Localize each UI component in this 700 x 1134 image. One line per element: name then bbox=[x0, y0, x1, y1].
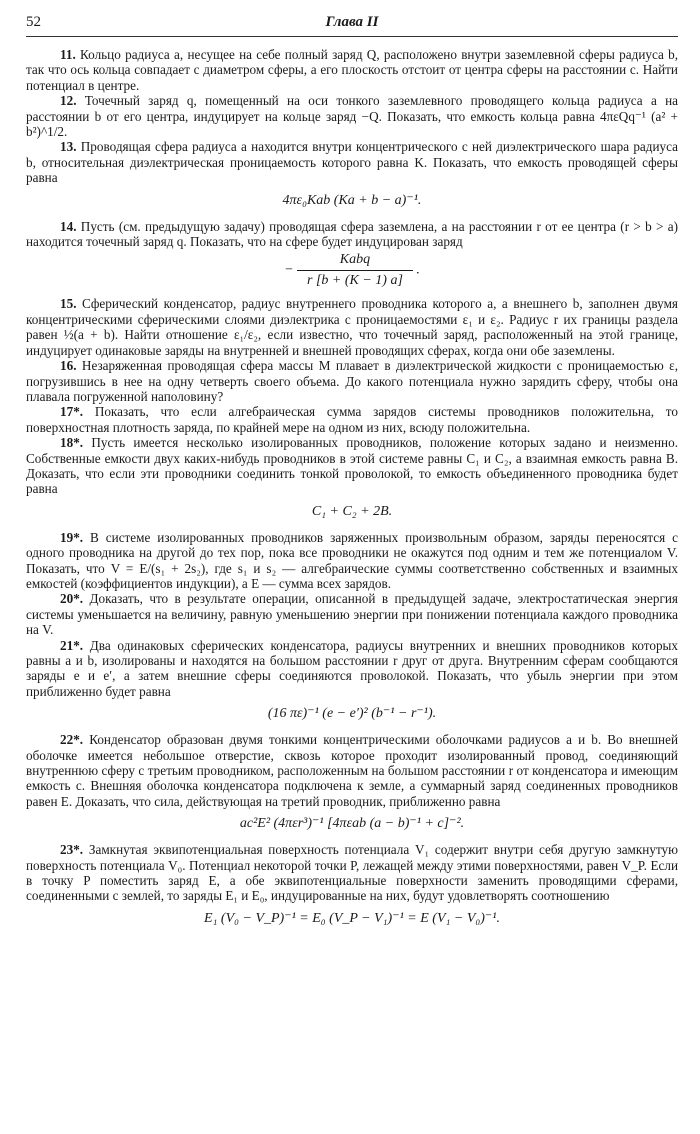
problem-19 bbox=[26, 530, 678, 592]
problem-text: Сферический конденсатор, радиус внутреннего проводника которого a, а внешнего b, заполнен двумя концентрическими сферическими слоями диэлектрика с проницаемостями ε₁ и ε₂. Радиус r их границы раздела равен ½(a + b). Найти отношение ε₁/ε₂, если известно, что точечный заряд, расположенный на этой границе, индуцирует одинаковые заряды на внутренней и внешней проводящих сферах, когда они обе заземлены. bbox=[26, 296, 678, 358]
problem-text: Проводящая сфера радиуса a находится внутри концентрического с ней диэлектрического шара радиуса b, относительная диэлектрическая проницаемость которого равна K. Показать, что емкость проводящей сферы равна bbox=[26, 139, 679, 186]
formula-tail: . bbox=[416, 263, 420, 279]
problem-number: 14. bbox=[60, 218, 77, 234]
problem-number: 21*. bbox=[60, 637, 84, 653]
chapter-title: Глава II bbox=[325, 14, 379, 30]
formula-22: ac²E² (4πεr³)⁻¹ [4πεab (a − b)⁻¹ + c]⁻². bbox=[239, 816, 465, 832]
problem-text: Кольцо радиуса a, несущее на себе полный заряд Q, расположено внутри заземлевной сферы радиуса b, так что ось кольца совпадает с диаметром сферы, а его плоскость отстоит от центра сферы на расстоянии c. Найти потенциал в центре. bbox=[26, 47, 678, 93]
problem-text: Доказать, что в результате операции, описанной в предыдущей задаче, электростатическая энергия системы уменьшается на величину, равную уменьшению энергии при понижении потенциала каждого проводника на V. bbox=[26, 591, 678, 638]
formula-13: 4πε₀Kab (Ka + b − a)⁻¹. bbox=[282, 192, 422, 208]
problem-number: 18*. bbox=[60, 435, 84, 451]
problem-number: 19*. bbox=[60, 529, 84, 545]
problem-21 bbox=[26, 638, 678, 700]
problem-13 bbox=[26, 139, 678, 185]
problem-number: 22*. bbox=[60, 732, 84, 748]
book-page bbox=[26, 14, 678, 937]
problem-number: 13. bbox=[60, 139, 77, 155]
problem-text: В системе изолированных проводников заряженных произвольным образом, заряды переносятся с одного проводника на другой до тех пор, пока все проводники не окажутся под одним и тем же потенциалом V. Показать, что V = E/(s₁ + 2s₂), где s₁ и s₂ — алгебраические суммы соответственно собственных и взаимных емкостей (коэффициентов индукции), а E — сумма всех зарядов. bbox=[26, 529, 678, 591]
problem-18 bbox=[26, 435, 678, 497]
problem-23 bbox=[26, 842, 678, 904]
denominator: r [b + (K − 1) a] bbox=[307, 273, 403, 289]
problem-text: Пусть (см. предыдущую задачу) проводящая сфера заземлена, а на расстоянии r от ее центра (r > b > a) находится точечный заряд q. Показать, что на сфере будет индуцирован заряд bbox=[26, 218, 679, 250]
problem-16 bbox=[26, 358, 678, 404]
formula-18: C₁ + C₂ + 2B. bbox=[311, 503, 393, 519]
problem-number: 17*. bbox=[60, 404, 84, 420]
problem-14 bbox=[26, 219, 678, 250]
formula-23: E₁ (V₀ − V_P)⁻¹ = E₀ (V_P − V₁)⁻¹ = E (V₁ − V₀)⁻¹. bbox=[204, 910, 500, 926]
problem-17 bbox=[26, 404, 678, 435]
problem-text: Пусть имеется несколько изолированных проводников, положение которых задано и неизменно. Собственные емкости двух каких-нибудь проводников в этой системе равны C₁ и C₂, а взаимная емкость равна B. Доказать, что если эти проводники соединить тонкой проволокой, то емкость объединенного проводника будет равна bbox=[26, 435, 679, 497]
problem-text: Незаряженная проводящая сфера массы M плавает в диэлектрической жидкости с проницаемостью ε, погрузившись в нее на одну четверть своего объема. До какого потенциала нужно зарядить сферу, чтобы она плавала погруженной наполовину? bbox=[26, 358, 678, 404]
problem-number: 12. bbox=[60, 93, 77, 109]
numerator: Kabq bbox=[297, 251, 413, 271]
problem-text: Два одинаковых сферических конденсатора, радиусы внутренних и внешних проводников которых равны a и b, изолированы и находятся на большом расстоянии r друг от друга. Внутренним сферам сообщаются заряды e и e′, а затем внешние сферы соединяются проволокой. Показать, что убыль энергии при этом приближенно будет равна bbox=[26, 637, 679, 699]
page-header bbox=[26, 14, 678, 34]
header-rule bbox=[26, 36, 678, 37]
problem-number: 11. bbox=[60, 47, 76, 62]
formula-sign: − bbox=[284, 263, 294, 279]
problem-text: Точечный заряд q, помещенный на оси тонкого заземлевного проводящего кольца радиуса a на расстоянии b от его центра, индуцирует на кольце заряд −Q. Показать, что емкость кольца равна 4πεQq⁻¹ (a² + b²)^1/2. bbox=[26, 93, 679, 140]
problem-number: 16. bbox=[60, 358, 77, 374]
problem-number: 23*. bbox=[60, 842, 84, 858]
problem-11 bbox=[26, 47, 678, 93]
problem-12 bbox=[26, 93, 678, 139]
formula-14 bbox=[26, 251, 678, 290]
fraction bbox=[297, 251, 413, 290]
problem-text: Показать, что если алгебраическая сумма зарядов системы проводников положительна, то поверхностная плотность заряда, по крайней мере на одном из них, всюду положительна. bbox=[26, 404, 678, 435]
problem-number: 15. bbox=[60, 296, 77, 312]
problem-15 bbox=[26, 296, 678, 358]
formula-21: (16 πε)⁻¹ (e − e′)² (b⁻¹ − r⁻¹). bbox=[267, 706, 437, 722]
problem-number: 20*. bbox=[60, 591, 84, 607]
page-number: 52 bbox=[26, 14, 41, 30]
problem-20 bbox=[26, 591, 678, 637]
problem-text: Замкнутая эквипотенциальная поверхность потенциала V₁ содержит внутри себя другую замкнутую поверхность потенциала V₀. Потенциал некоторой точки P, лежащей между этими поверхностями, равен V_P. Если в точку P поместить заряд E, а обе эквипотенциальные поверхности заменить проводящими сферами, соединенными с землей, то заряды E₁ и E₀, индуцированные на них, будут удовлетворять соотношению bbox=[26, 842, 678, 904]
problem-22 bbox=[26, 732, 678, 809]
problem-text: Конденсатор образован двумя тонкими концентрическими оболочками радиусов a и b. Во внешней оболочке имеется небольшое отверстие, сквозь которое проходит изолированный провод, соединяющий внутреннюю сферу с третьим проводником, расположенным на большом расстоянии r от конденсатора и имеющим емкость c. Внешняя оболочка конденсатора подключена к земле, а суммарный заряд соединенных проводников равен E. Доказать, что сила, действующая на третий проводник, приближенно равна bbox=[26, 732, 679, 809]
